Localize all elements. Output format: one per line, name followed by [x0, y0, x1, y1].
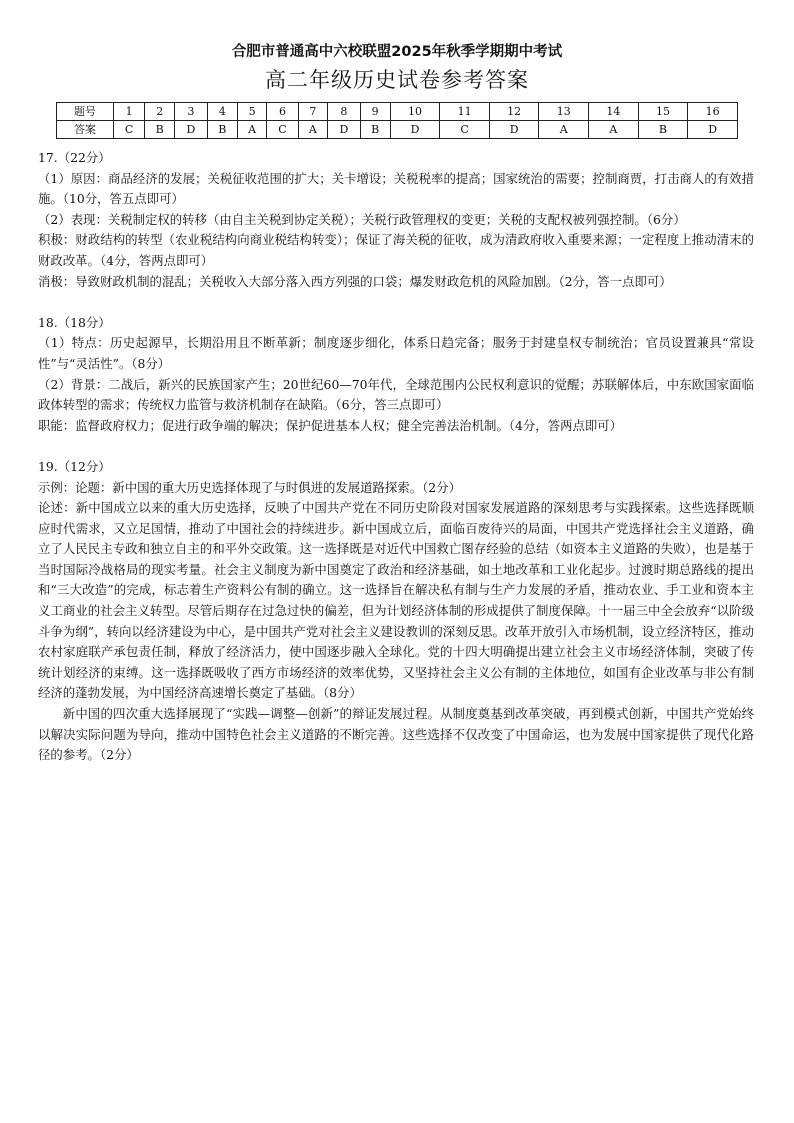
- answer-cell: B: [360, 121, 390, 139]
- question-number: 9: [360, 103, 390, 121]
- answer-cell: C: [267, 121, 298, 139]
- answer-cell: D: [489, 121, 539, 139]
- question-number: 8: [328, 103, 361, 121]
- answer-row: [57, 121, 738, 139]
- question-18-functions: 职能：监督政府权力；促进行政争端的解决；保护促进基本人权；健全完善法治机制。（4分，答两点即可）: [38, 417, 623, 433]
- question-19-argument: 论述：新中国成立以来的重大历史选择，反映了中国共产党在不同历史阶段对国家发展道路的深刻思考与实践探索。这些选择既顺应时代需求，又立足国情，推动了中国社会的持续进步。新中国成立后，面临百废待兴的局面，中国共产党选择社会主义道路，确立了人民民主专政和独立自主的和平外交政策。这一选择既是对近代中国救亡图存经验的总结（如资本主义道路的失败），也是基于当时国际冷战格局的现实考量。社会主义制度为新中国奠定了政治和经济基础，如土地改革和工业化起步。过渡时期总路线的提出和“三大改造”的完成，标志着生产资料公有制的确立。这一选择旨在解决私有制与生产力发展的矛盾，推动农业、手工业和资本主义工商业的社会主义转型。尽管后期存在过急过快的偏差，但为计划经济体制的形成提供了制度保障。十一届三中全会放弃“以阶级斗争为纲”，转向以经济建设为中心，是中国共产党对社会主义建设教训的深刻反思。改革开放引入市场机制，设立经济特区，推动农村家庭联产承包责任制，释放了经济活力，使中国逐步融入全球化。党的十四大明确提出建立社会主义市场经济体制，突破了传统计划经济的束缚。这一选择既吸收了西方市场经济的效率优势，又坚持社会主义公有制的主体地位，如国有企业改革与非公有制经济的蓬勃发展，为中国经济高速增长奠定了基础。（8分）: [38, 500, 754, 701]
- answer-cell: A: [539, 121, 589, 139]
- question-17-part2: （2）表现：关税制定权的转移（由自主关税到协定关税）；关税行政管理权的变更；关税的支配权被列强控制。（6分）: [38, 211, 686, 227]
- question-number: 14: [589, 103, 639, 121]
- section-spacer: [38, 292, 754, 313]
- question-19-thesis: 示例：论题：新中国的重大历史选择体现了与时俱进的发展道路探索。（2分）: [38, 479, 461, 495]
- question-number: 13: [539, 103, 589, 121]
- answer-content: [38, 148, 754, 766]
- answer-cell: A: [237, 121, 267, 139]
- question-number: 11: [440, 103, 490, 121]
- question-number: 12: [489, 103, 539, 121]
- question-18-heading: 18.（18分）: [38, 314, 111, 330]
- answer-cell: B: [145, 121, 175, 139]
- question-17-negative: 消极：导致财政机制的混乱；关税收入大部分落入西方列强的口袋；爆发财政危机的风险加剧。（2分，答一点即可）: [38, 273, 672, 289]
- question-number: 15: [638, 103, 688, 121]
- row-header-answer: 答案: [57, 121, 114, 139]
- question-18-part1: （1）特点：历史起源早，长期沿用且不断革新；制度逐步细化，体系日趋完备；服务于封建皇权专制统治；官员设置兼具“常设性”与“灵活性”。（8分）: [38, 335, 754, 371]
- answer-cell: B: [638, 121, 688, 139]
- answer-key-title: 高二年级历史试卷参考答案: [265, 68, 529, 92]
- question-19-section: [38, 457, 754, 766]
- answer-cell: B: [207, 121, 237, 139]
- question-17-positive: 积极：财政结构的转型（农业税结构向商业税结构转变）；保证了海关税的征收，成为清政府收入重要来源；一定程度上推动清末的财政改革。（4分，答两点即可）: [38, 232, 754, 268]
- answer-cell: D: [688, 121, 738, 139]
- question-17-section: [38, 148, 754, 292]
- question-18-section: [38, 313, 754, 437]
- answer-cell: A: [298, 121, 328, 139]
- section-spacer: [38, 436, 754, 457]
- question-18-part2: （2）背景：二战后，新兴的民族国家产生；20世纪60—70年代，全球范围内公民权利意识的觉醒；苏联解体后，中东欧国家面临政体转型的需求；传统权力监管与救济机制存在缺陷。（6分，答三点即可）: [38, 376, 754, 413]
- exam-title: 合肥市普通高中六校联盟2025年秋季学期期中考试: [231, 44, 563, 60]
- answer-cell: D: [390, 121, 440, 139]
- answer-cell: C: [114, 121, 145, 139]
- answer-cell: A: [589, 121, 639, 139]
- question-17-heading: 17.（22分）: [38, 150, 111, 165]
- question-number: 2: [145, 103, 175, 121]
- question-number: 10: [390, 103, 440, 121]
- question-19-heading: 19.（12分）: [38, 458, 111, 474]
- answer-cell: D: [328, 121, 361, 139]
- question-number: 3: [175, 103, 208, 121]
- question-number: 4: [207, 103, 237, 121]
- question-number: 5: [237, 103, 267, 121]
- question-17-part1: （1）原因：商品经济的发展；关税征收范围的扩大；关卡增设；关税税率的提高；国家统治的需要；控制商贾，打击商人的有效措施。（10分，答五点即可）: [38, 170, 754, 207]
- question-number: 7: [298, 103, 328, 121]
- answer-cell: D: [175, 121, 208, 139]
- question-number: 6: [267, 103, 298, 121]
- question-number: 1: [114, 103, 145, 121]
- row-header-question: 题号: [57, 103, 114, 121]
- question-19-conclusion: 新中国的四次重大选择展现了“实践—调整—创新”的辩证发展过程。从制度奠基到改革突破，再到模式创新，中国共产党始终以解决实际问题为导向，推动中国特色社会主义道路的不断完善。这些选择不仅改变了中国命运，也为发展中国家提供了现代化路径的参考。（2分）: [38, 706, 754, 763]
- question-number-row: [57, 103, 738, 121]
- answer-cell: C: [440, 121, 490, 139]
- question-number: 16: [688, 103, 738, 121]
- answer-table: [56, 102, 738, 139]
